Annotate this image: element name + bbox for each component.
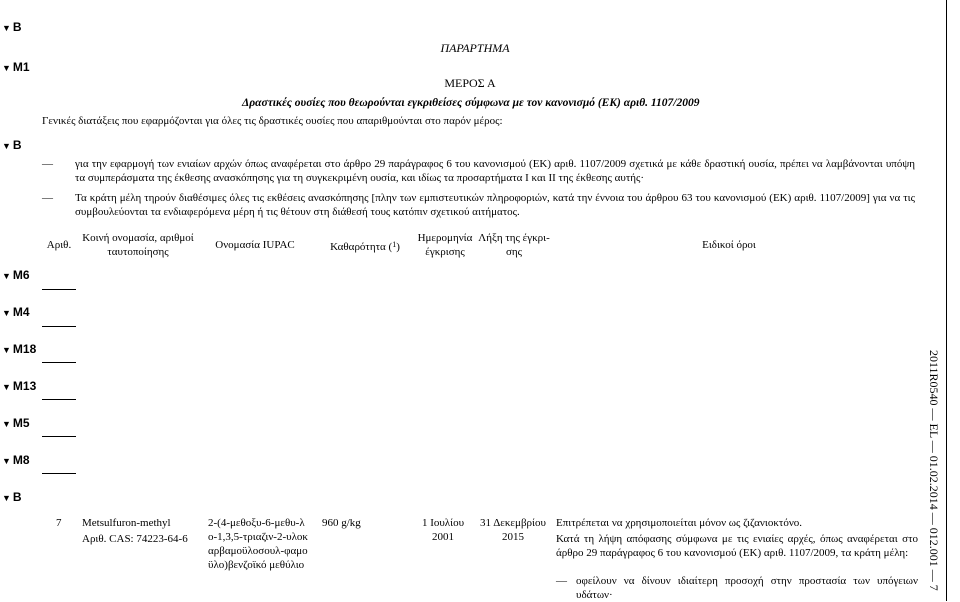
- triangle-down-icon: ▼: [2, 23, 11, 33]
- triangle-down-icon: ▼: [2, 456, 11, 466]
- dash-marker: —: [42, 192, 53, 204]
- triangle-down-icon: ▼: [2, 382, 11, 392]
- triangle-down-icon: ▼: [2, 271, 11, 281]
- row-separator: [42, 326, 76, 327]
- row-separator: [42, 399, 76, 400]
- margin-rule: [946, 0, 947, 601]
- row-approval-date: 1 Ιουλίου 2001: [421, 517, 465, 543]
- triangle-down-icon: ▼: [2, 308, 11, 318]
- row-number: 7: [56, 517, 62, 529]
- dash-marker: —: [556, 575, 567, 587]
- margin-marker: ▼ M6: [2, 268, 30, 282]
- margin-marker: ▼ M1: [2, 60, 30, 74]
- row-purity: 960 g/kg: [322, 517, 361, 529]
- col-header-approval-date: Ημερομηνία έγκρισης: [417, 232, 473, 258]
- triangle-down-icon: ▼: [2, 345, 11, 355]
- col-header-expiry: Λήξη της έγκρι-σης: [478, 232, 550, 258]
- document-reference: 2011R0540 — EL — 01.02.2014 — 012.001 — 7: [927, 350, 941, 591]
- row-iupac-name: 2-(4-μεθοξυ-6-μεθυ-λο-1,3,5-τριαζιν-2-υλοκαρβαμοϋλοσουλ-φαμοϋλο)βενζοϊκό μεθύλιο: [208, 517, 308, 571]
- col-header-iupac: Ονομασία IUPAC: [215, 239, 295, 251]
- col-header-purity: Καθαρότητα ($^1$): [330, 240, 400, 253]
- annex-title: ΠΑΡΑΡΤΗΜΑ: [440, 41, 510, 55]
- col-header-number: Αριθ.: [46, 239, 72, 251]
- provision-item: Τα κράτη μέλη τηρούν διαθέσιμες όλες τις εκθέσεις ανασκόπησης [πλην των εμπιστευτικών πληροφοριών, κατά την έννοια του άρθρου 63 του κανονισμού (ΕΚ) αριθ. 1107/2009] για να τις συμβουλεύονται τα ενδιαφερόμενα μέρη ή τις θέτουν στη διάθεσή τους κατόπιν σχετικού αιτήματος.: [75, 192, 915, 218]
- row-separator: [42, 436, 76, 437]
- part-subtitle: Δραστικές ουσίες που θεωρούνται εγκριθείσες σύμφωνα με τον κανονισμό (ΕΚ) αριθ. 1107/2009: [242, 97, 700, 109]
- col-header-provisions: Ειδικοί όροι: [702, 239, 756, 251]
- row-separator: [42, 473, 76, 474]
- col-header-common-name: Κοινή ονομασία, αριθμοί ταυτοποίησης: [82, 232, 194, 258]
- footnote-ref: 1: [392, 240, 397, 249]
- row-separator: [42, 289, 76, 290]
- triangle-down-icon: ▼: [2, 63, 11, 73]
- row-expiry-date: 31 Δεκεμβρίου 2015: [480, 517, 546, 543]
- triangle-down-icon: ▼: [2, 493, 11, 503]
- margin-marker: ▼ M18: [2, 342, 37, 356]
- triangle-down-icon: ▼: [2, 141, 11, 151]
- row-separator: [42, 362, 76, 363]
- dash-marker: —: [42, 158, 53, 170]
- margin-marker: ▼ M13: [2, 379, 37, 393]
- margin-marker: ▼ B: [2, 490, 22, 504]
- provision-item: για την εφαρμογή των ενιαίων αρχών όπως αναφέρεται στο άρθρο 29 παράγραφος 6 του κανονισμού (ΕΚ) αριθ. 1107/2009 σχετικά με κάθε δραστική ουσία, πρέπει να λαμβάνονται υπόψη τα συμπεράσματα της έκθεσης ανασκόπησης για τη συγκεκριμένη ουσία, και ιδίως τα προσαρτήματα I και II της έκθεσης αυτής·: [75, 158, 915, 184]
- margin-marker: ▼ M5: [2, 416, 30, 430]
- row-cas-number: Αριθ. CAS: 74223-64-6: [82, 533, 188, 545]
- margin-marker: ▼ B: [2, 20, 22, 34]
- row-provision-text: Κατά τη λήψη απόφασης σύμφωνα με τις ενιαίες αρχές, όπως αναφέρεται στο άρθρο 29 παράγραφος 6 του κανονισμού (ΕΚ) αριθ. 1107/2009, τα κράτη μέλη:: [556, 533, 918, 559]
- part-title: ΜΕΡΟΣ Α: [444, 76, 496, 90]
- row-provision-text: Επιτρέπεται να χρησιμοποιείται μόνον ως ζιζανιοκτόνο.: [556, 517, 803, 529]
- row-common-name: Metsulfuron-methyl: [82, 517, 171, 529]
- margin-marker: ▼ M8: [2, 453, 30, 467]
- margin-marker: ▼ B: [2, 138, 22, 152]
- row-provision-subitem: οφείλουν να δίνουν ιδιαίτερη προσοχή στην προστασία των υπόγειων υδάτων·: [576, 575, 918, 601]
- margin-marker: ▼ M4: [2, 305, 30, 319]
- general-intro: Γενικές διατάξεις που εφαρμόζονται για όλες τις δραστικές ουσίες που απαριθμούνται στο παρόν μέρος:: [42, 115, 503, 127]
- triangle-down-icon: ▼: [2, 419, 11, 429]
